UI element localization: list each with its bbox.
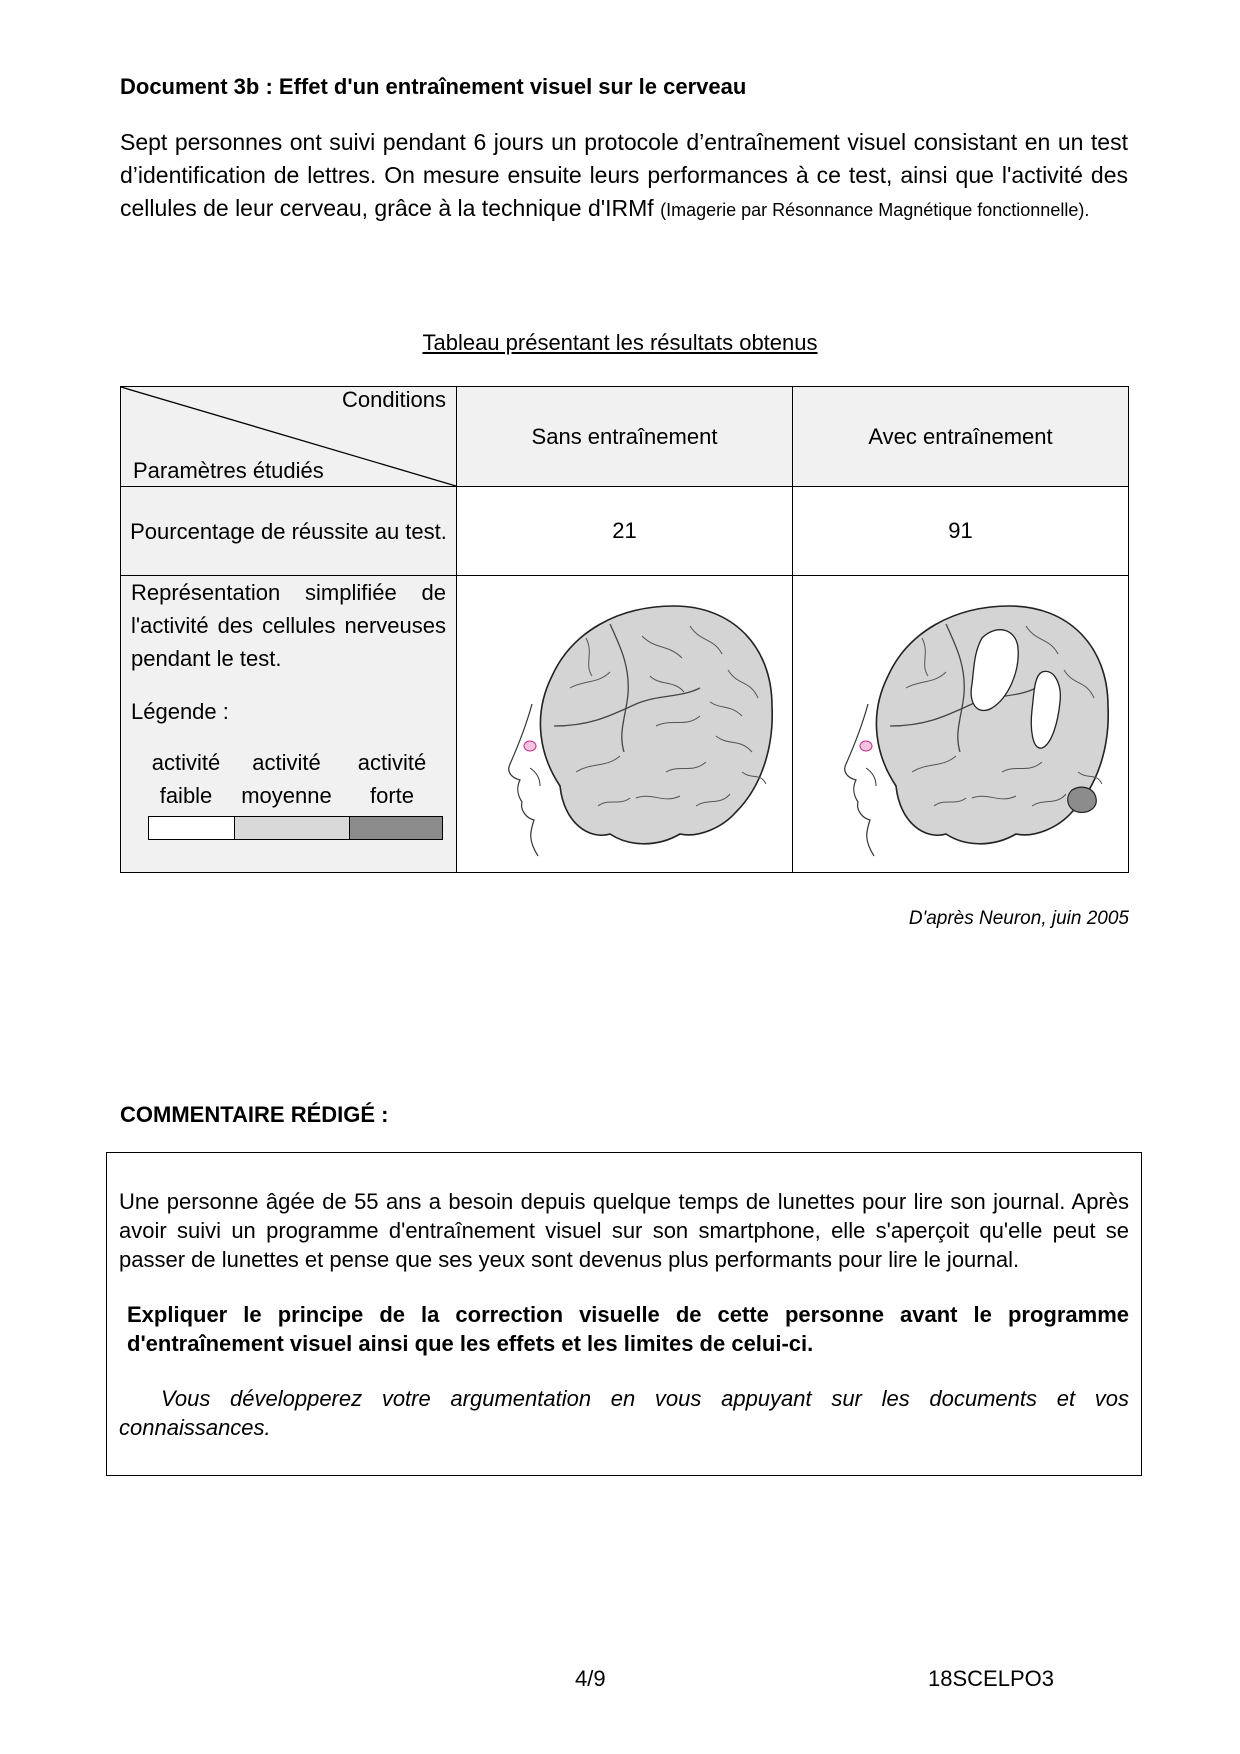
source-citation: D'après Neuron, juin 2005 xyxy=(908,908,1129,929)
header-with-training: Avec entraînement xyxy=(793,387,1129,487)
brain-with-cell xyxy=(793,576,1129,873)
success-label-cell xyxy=(121,487,457,576)
brain-without-training-image xyxy=(460,576,790,866)
document-title: Document 3b : Effet d'un entraînement visuel sur le cerveau xyxy=(120,74,747,99)
legend-swatches xyxy=(148,816,446,840)
header-conditions: Conditions xyxy=(342,387,446,412)
subject-code: 18SCELPO3 xyxy=(928,1666,1054,1691)
brain-label-cell xyxy=(121,576,457,873)
header-without-training: Sans entraînement xyxy=(457,387,793,487)
intro-paragraph xyxy=(120,126,1128,227)
comment-question: Expliquer le principe de la correction visuelle de cette personne avant le programme d'entraînement visuel ainsi que les effets et les limites de celui-ci. xyxy=(127,1302,1129,1356)
table-row-success xyxy=(121,487,1129,576)
comment-context: Une personne âgée de 55 ans a besoin depuis quelque temps de lunettes pour lire son journal. Après avoir suivi un programme d'entraînement visuel sur son smartphone, elle s'aperçoit qu'elle peut se passer de lunettes et pense que ses yeux sont devenus plus performants pour lire le journal. xyxy=(119,1189,1129,1272)
legend-label-low: activité faible xyxy=(151,750,221,808)
legend-label-high: activité forte xyxy=(357,750,427,808)
header-diagonal-cell xyxy=(121,387,457,487)
success-with-value: 91 xyxy=(793,487,1129,576)
table-row-brain xyxy=(121,576,1129,873)
legend-swatch-low xyxy=(148,816,235,840)
intro-small-text: (Imagerie par Résonnance Magnétique fonctionnelle). xyxy=(660,200,1090,220)
legend-title: Légende : xyxy=(131,699,229,724)
page-number: 4/9 xyxy=(575,1666,606,1691)
legend-swatch-medium xyxy=(235,816,350,840)
header-params: Paramètres étudiés xyxy=(133,458,324,483)
legend-label-medium: activité moyenne xyxy=(241,750,332,808)
table-header-row xyxy=(121,387,1129,487)
brain-label: Représentation simplifiée de l'activité des cellules nerveuses pendant le test. xyxy=(131,580,446,671)
brain-with-training-image xyxy=(796,576,1126,866)
brain-without-cell xyxy=(457,576,793,873)
intro-main-text: Sept personnes ont suivi pendant 6 jours un protocole d’entraînement visuel consistant en un test d’identification de lettres. On mesure ensuite leurs performances à ce test, ainsi que l'activité des cellules de leur cerveau, grâce à la technique d'IRMf xyxy=(120,129,1128,221)
legend-swatch-high xyxy=(350,816,443,840)
table-caption: Tableau présentant les résultats obtenus xyxy=(422,330,818,355)
legend-labels xyxy=(137,746,446,812)
success-label: Pourcentage de réussite au test. xyxy=(130,518,447,544)
comment-box xyxy=(106,1152,1142,1476)
comment-heading: COMMENTAIRE RÉDIGÉ : xyxy=(120,1102,389,1127)
success-without-value: 21 xyxy=(457,487,793,576)
results-table xyxy=(120,386,1129,873)
comment-instruction: Vous développerez votre argumentation en vous appuyant sur les documents et vos connaissances. xyxy=(119,1386,1129,1440)
